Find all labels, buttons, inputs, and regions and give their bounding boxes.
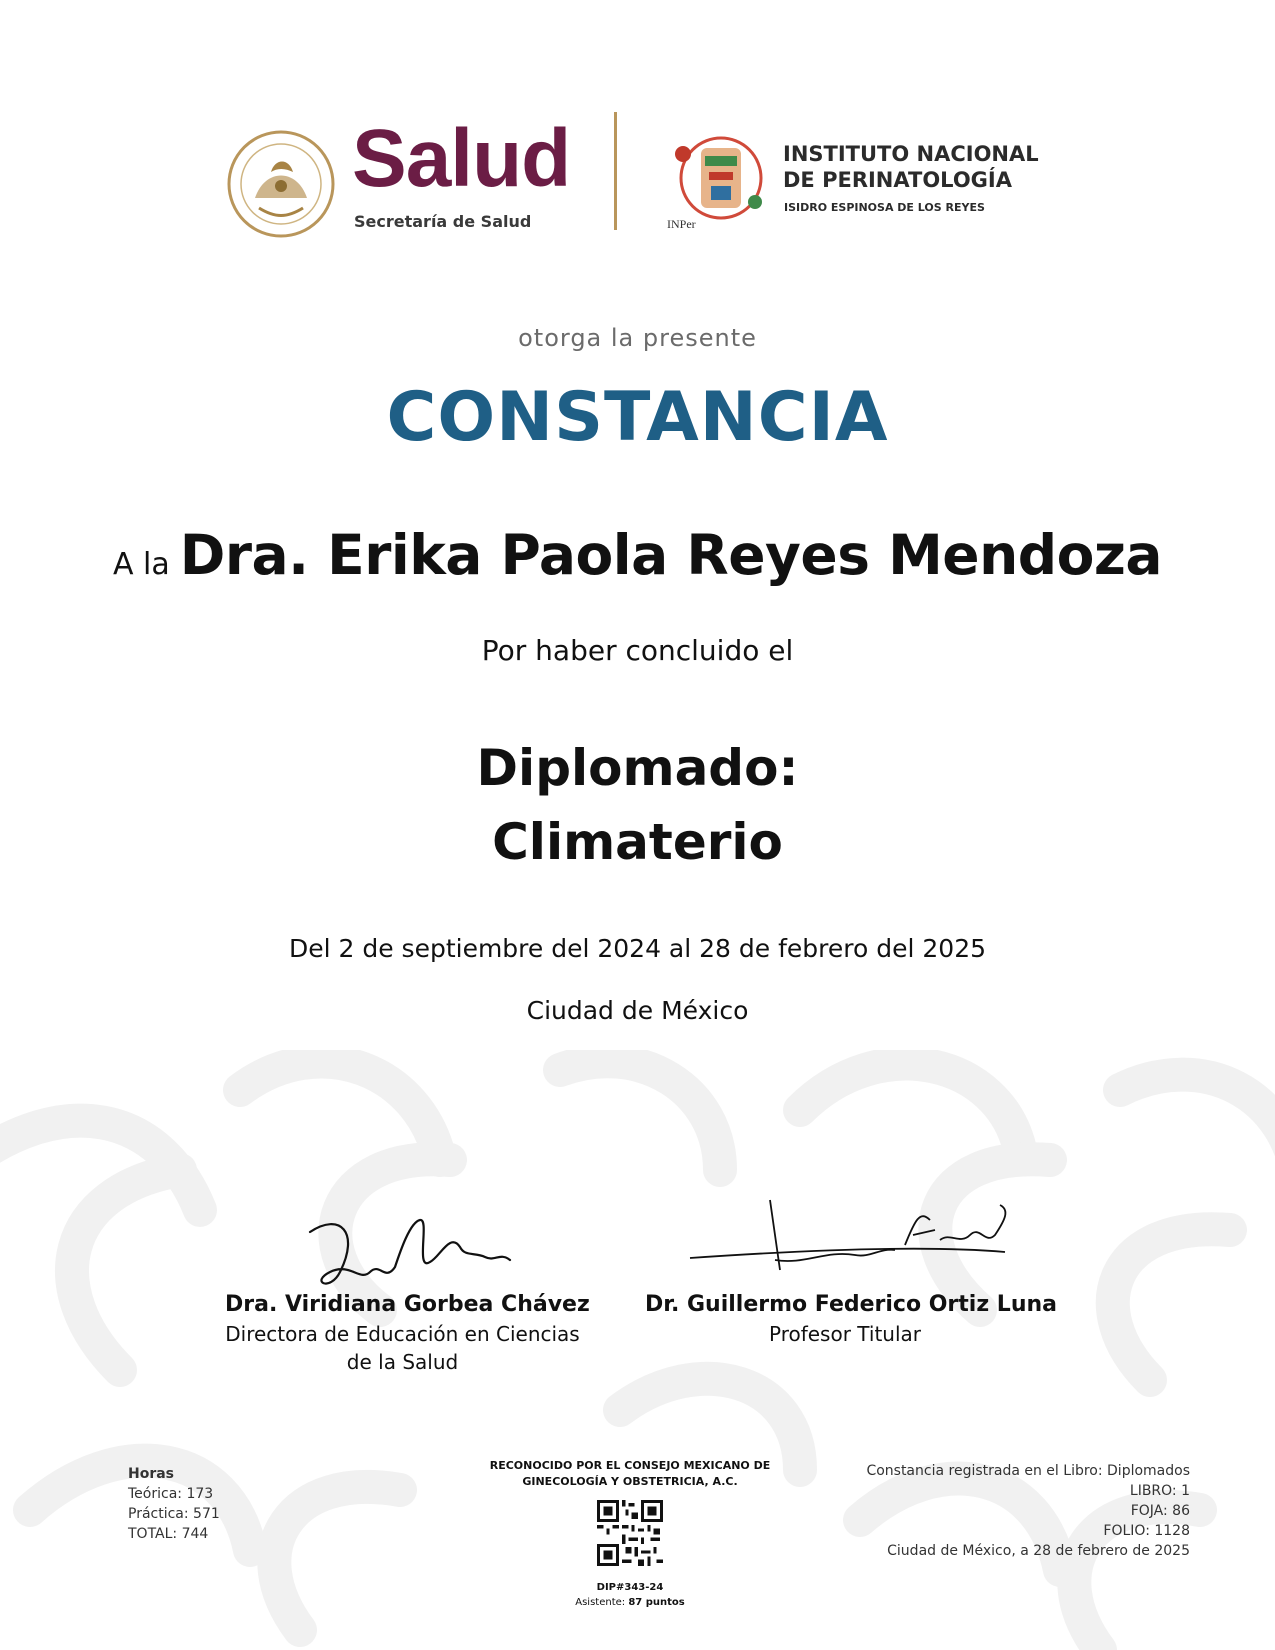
salud-logo-word: Salud [352, 113, 571, 204]
registry-foja: FOJA: 86 [1130, 1503, 1190, 1519]
registry-libro: LIBRO: 1 [1129, 1483, 1190, 1499]
institute-name-line2: DE PERINATOLOGÍA [783, 168, 1012, 192]
program-name: Climaterio [492, 813, 783, 871]
recipient-line [0, 523, 1275, 587]
hours-theoretical: Teórica: 173 [128, 1486, 214, 1502]
signatory-1-role: Directora de Educación en Ciencias de la Salud [225, 1322, 580, 1374]
signature-2-icon [685, 1190, 1030, 1300]
hours-block [128, 1464, 220, 1544]
certificate-title: CONSTANCIA [386, 378, 889, 457]
inper-emblem-label: INPer [667, 217, 696, 231]
header-divider [614, 112, 617, 230]
certificate-intro: otorga la presente [518, 324, 757, 352]
completion-reason: Por haber concluido el [481, 634, 794, 667]
attendee-points [530, 1597, 730, 1608]
institute-name-line1: INSTITUTO NACIONAL [783, 142, 1039, 166]
diploma-code: DIP#343-24 [596, 1582, 664, 1593]
registry-block [770, 1461, 1190, 1561]
hours-total: TOTAL: 744 [128, 1526, 209, 1542]
attendee-points-label: Asistente: [575, 1597, 626, 1608]
inper-emblem-icon [665, 128, 767, 232]
signatory-2-name: Dr. Guillermo Federico Ortiz Luna [645, 1292, 1057, 1317]
recipient-name: Dra. Erika Paola Reyes Mendoza [179, 523, 1163, 587]
attendee-points-value: 87 puntos [628, 1597, 685, 1608]
registry-folio: FOLIO: 1128 [1103, 1523, 1190, 1539]
salud-logo-subtitle: Secretaría de Salud [354, 212, 532, 231]
registry-date: Ciudad de México, a 28 de febrero de 2025 [887, 1543, 1190, 1559]
recipient-prefix: A la [112, 547, 170, 582]
signatory-2-role: Profesor Titular [768, 1322, 922, 1346]
national-seal-icon [225, 128, 337, 240]
recognition-text: RECONOCIDO POR EL CONSEJO MEXICANO DE GINECOLOGÍA Y OBSTETRICIA, A.C. [489, 1459, 771, 1488]
program-type: Diplomado: [476, 739, 799, 797]
hours-practical: Práctica: 571 [128, 1506, 220, 1522]
signatory-1-name: Dra. Viridiana Gorbea Chávez [225, 1292, 590, 1317]
qr-code-icon[interactable] [597, 1500, 663, 1566]
institute-name-line3: ISIDRO ESPINOSA DE LOS REYES [784, 201, 985, 214]
program-dates: Del 2 de septiembre del 2024 al 28 de febrero del 2025 [288, 934, 987, 963]
program-city: Ciudad de México [526, 996, 749, 1025]
hours-title: Horas [128, 1466, 175, 1482]
registry-line1: Constancia registrada en el Libro: Diplomados [866, 1463, 1190, 1479]
